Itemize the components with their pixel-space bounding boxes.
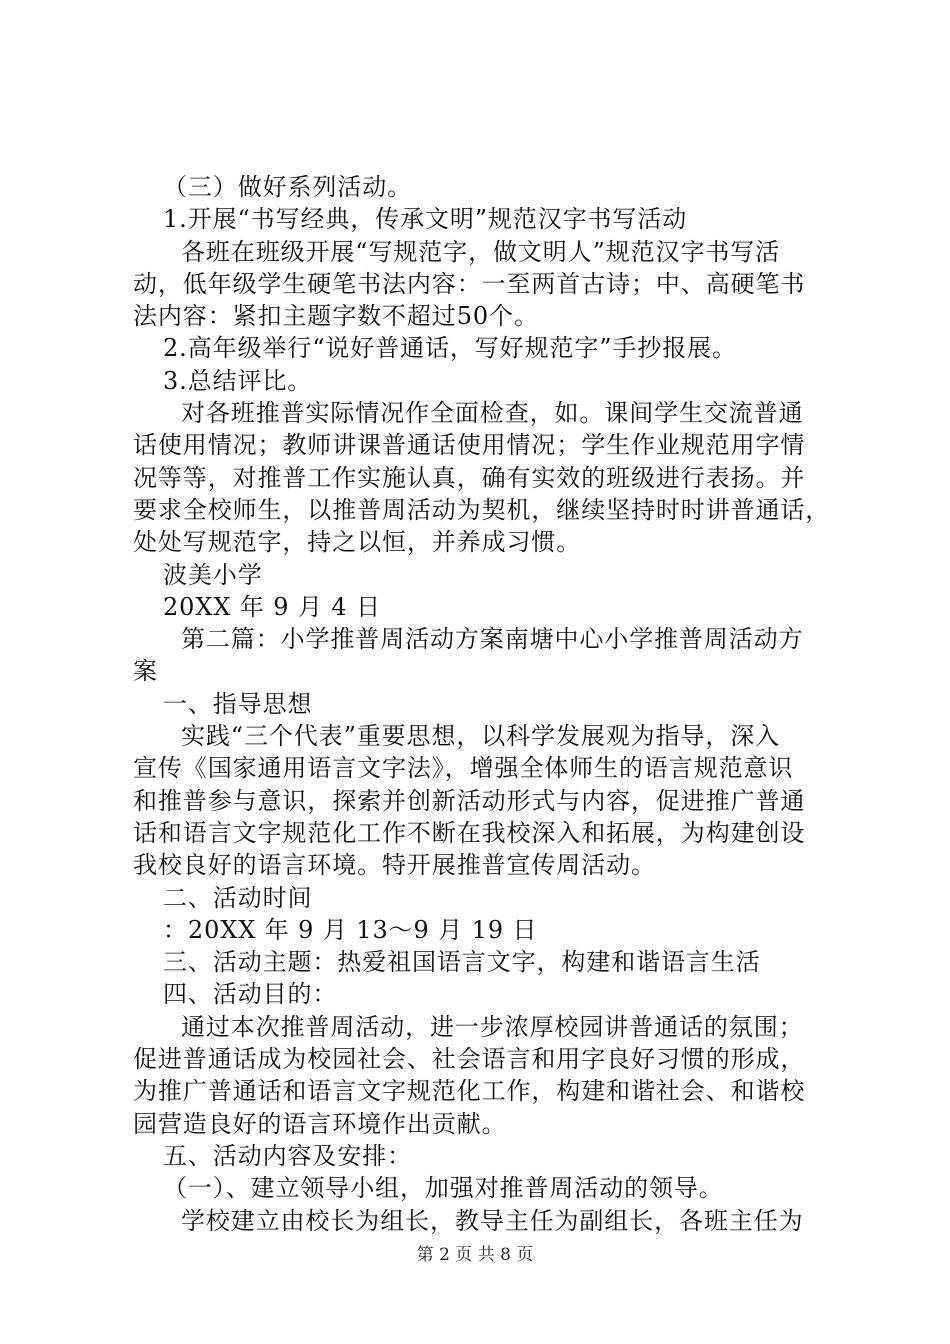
paragraph-line: 处处写规范字，持之以恒，并养成习惯。 <box>133 528 582 557</box>
paragraph-line: ：20XX 年 9 月 13～9 月 19 日 <box>163 915 538 944</box>
paragraph-line: 3.总结评比。 <box>163 366 313 395</box>
paragraph-line: （一）、建立领导小组，加强对推普周活动的领导。 <box>163 1174 724 1203</box>
paragraph-line: 对各班推普实际情况作全面检查，如。课间学生交流普通 <box>181 399 804 428</box>
chapter-title-continued: 案 <box>133 657 158 686</box>
paragraph-line: 促进普通话成为校园社会、社会语言和用字良好习惯的形成， <box>133 1045 806 1074</box>
paragraph-line: 实践“三个代表”重要思想，以科学发展观为指导，深入 <box>181 722 781 751</box>
section-heading: 一、指导思想 <box>163 689 313 718</box>
paragraph-line: 法内容：紧扣主题字数不超过50个。 <box>133 302 539 331</box>
document-body <box>133 171 833 1237</box>
paragraph-line: 2.高年级举行“说好普通话，写好规范字”手抄报展。 <box>163 334 737 363</box>
page-number: 第 2 页 共 8 页 <box>416 1245 534 1265</box>
chapter-title: 第二篇：小学推普周活动方案南塘中心小学推普周活动方 <box>181 625 804 654</box>
paragraph-line: 各班在班级开展“写规范字，做文明人”规范汉字书写活 <box>181 237 781 266</box>
signature-date: 20XX 年 9 月 4 日 <box>163 592 381 621</box>
paragraph-line: 学校建立由校长为组长，教导主任为副组长，各班主任为 <box>181 1206 804 1235</box>
section-heading: （三）做好系列活动。 <box>163 173 412 201</box>
paragraph-line: 1.开展“书写经典，传承文明”规范汉字书写活动 <box>163 205 688 234</box>
paragraph-line: 园营造良好的语言环境作出贡献。 <box>133 1109 507 1138</box>
section-heading: 五、活动内容及安排： <box>163 1141 412 1170</box>
paragraph-line: 动，低年级学生硬笔书法内容：一至两首古诗；中、高硬笔书 <box>133 269 806 298</box>
section-heading: 三、活动主题：热爱祖国语言文字，构建和谐语言生活 <box>163 948 761 977</box>
signature-school: 波美小学 <box>163 560 263 589</box>
paragraph-line: 话和语言文字规范化工作不断在我校深入和拓展，为构建创设 <box>133 818 806 847</box>
paragraph-line: 和推普参与意识，探索并创新活动形式与内容，促进推广普通 <box>133 786 806 815</box>
paragraph-line: 话使用情况；教师讲课普通话使用情况；学生作业规范用字情 <box>133 431 806 460</box>
page-footer <box>0 1244 950 1266</box>
section-heading: 四、活动目的： <box>163 980 338 1009</box>
paragraph-line: 我校良好的语言环境。特开展推普宣传周活动。 <box>133 851 656 880</box>
paragraph-line: 为推广普通话和语言文字规范化工作，构建和谐社会、和谐校 <box>133 1077 806 1106</box>
paragraph-line: 宣传《国家通用语言文字法》，增强全体师生的语言规范意识 <box>133 754 794 783</box>
paragraph-line: 通过本次推普周活动，进一步浓厚校园讲普通话的氛围； <box>181 1012 804 1041</box>
section-heading: 二、活动时间 <box>163 883 313 912</box>
paragraph-line: 要求全校师生，以推普周活动为契机，继续坚持时时讲普通话， <box>133 495 831 524</box>
paragraph-line: 况等等，对推普工作实施认真，确有实效的班级进行表扬。并 <box>133 463 806 492</box>
